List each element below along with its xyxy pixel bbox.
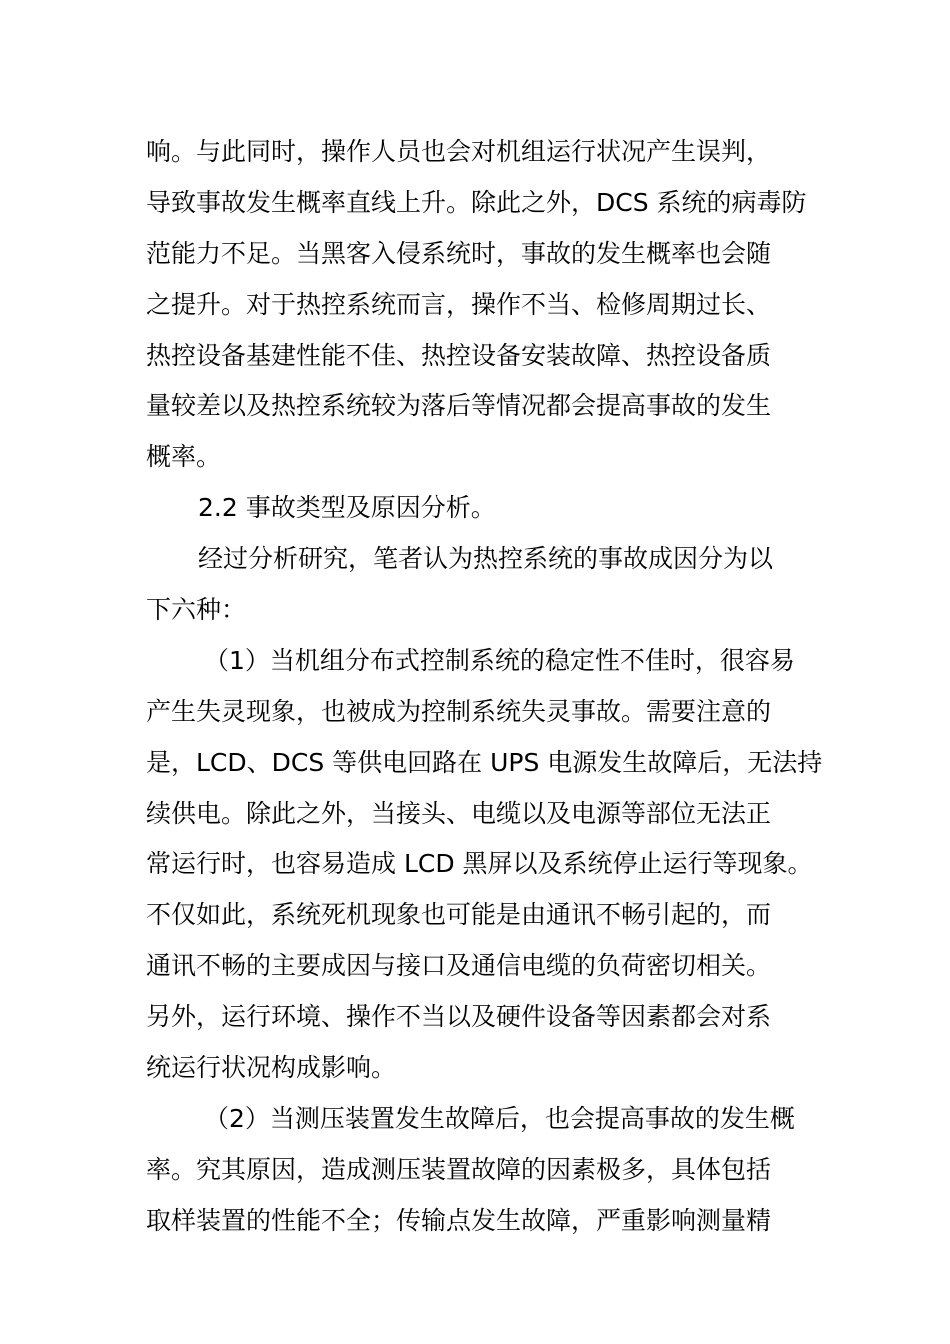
text-line: 导致事故发生概率直线上升。除此之外，DCS 系统的病毒防 — [146, 187, 807, 217]
text-line: 产生失灵现象，也被成为控制系统失灵事故。需要注意的 — [146, 696, 772, 726]
text-line: 热控设备基建性能不佳、热控设备安装故障、热控设备质 — [146, 340, 772, 370]
section-heading: 2.2 事故类型及原因分析。 — [198, 493, 496, 523]
text-line: 不仅如此，系统死机现象也可能是由通讯不畅引起的，而 — [146, 900, 772, 930]
text-line: 另外，运行环境、操作不当以及硬件设备等因素都会对系 — [146, 1002, 772, 1032]
document-body — [146, 127, 846, 1247]
text-line: 概率。 — [146, 442, 222, 472]
text-line: 续供电。除此之外，当接头、电缆以及电源等部位无法正 — [146, 798, 772, 828]
text-line: 响。与此同时，操作人员也会对机组运行状况产生误判， — [146, 137, 772, 166]
text-line: 之提升。对于热控系统而言，操作不当、检修周期过长、 — [146, 289, 772, 319]
text-line: 范能力不足。当黑客入侵系统时，事故的发生概率也会随 — [146, 238, 772, 268]
list-item-line: （2）当测压装置发生故障后，也会提高事故的发生概 — [204, 1103, 795, 1133]
text-line: 是，LCD、DCS 等供电回路在 UPS 电源发生故障后，无法持 — [146, 747, 823, 777]
text-line: 常运行时，也容易造成 LCD 黑屏以及系统停止运行等现象。 — [146, 849, 813, 879]
text-line: 取样装置的性能不全；传输点发生故障，严重影响测量精 — [146, 1205, 772, 1235]
text-line: 率。究其原因，造成测压装置故障的因素极多，具体包括 — [146, 1154, 772, 1184]
text-line: 经过分析研究，笔者认为热控系统的事故成因分为以 — [198, 544, 774, 574]
text-line: 统运行状况构成影响。 — [146, 1053, 397, 1083]
text-line: 量较差以及热控系统较为落后等情况都会提高事故的发生 — [146, 391, 772, 421]
list-item-line: （1）当机组分布式控制系统的稳定性不佳时，很容易 — [204, 645, 795, 675]
text-line: 通讯不畅的主要成因与接口及通信电缆的负荷密切相关。 — [146, 951, 772, 981]
text-line: 下六种： — [146, 595, 247, 625]
